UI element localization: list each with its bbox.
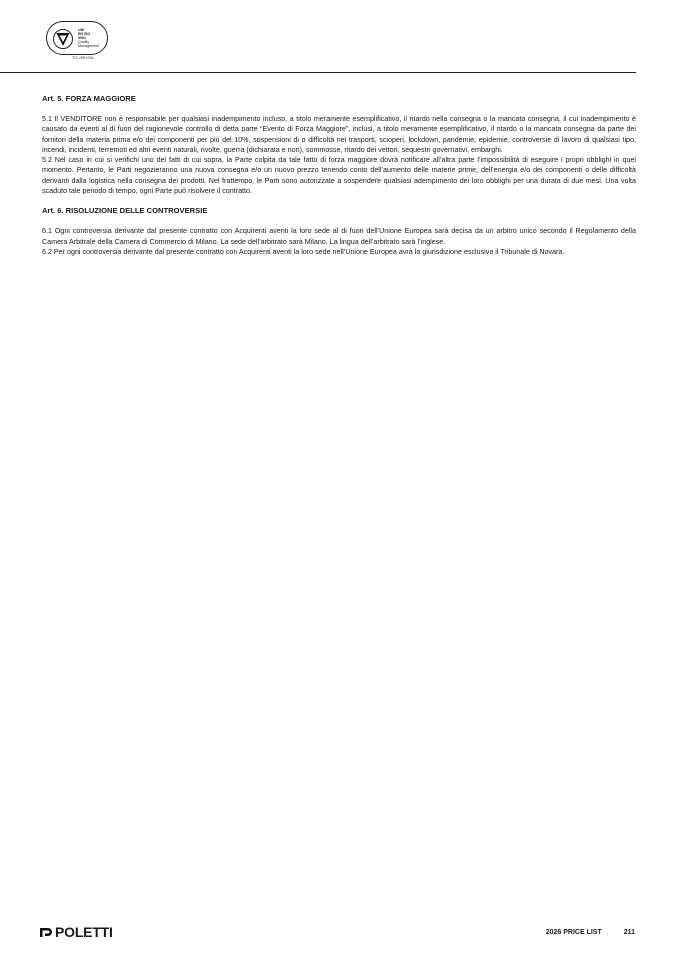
section-force-majeure: [42, 94, 636, 196]
paragraph: 6.1 Ogni controversia derivante dal presente contratto con Acquirenti aventi la loro sede al di fuori dell’Unione Europea sarà decisa da un arbitro unico secondo il Regolamento della Camera Arbitrale della Camera di Commercio di Milano. La sede dell’arbitrato sarà Milano. La lingua dell’arbitrato sarà l’inglese.: [42, 227, 636, 246]
poletti-logo: [39, 925, 113, 939]
cert-line: Quality: [78, 40, 90, 45]
price-list-label: 2026 PRICE LIST: [545, 929, 602, 936]
section-title: Art. 5. FORZA MAGGIORE: [42, 94, 136, 103]
page-number: 211: [623, 929, 635, 936]
section-dispute-resolution: [42, 206, 636, 257]
cert-line: 9001: [78, 36, 86, 41]
header-divider: [0, 72, 636, 73]
document-body: [42, 94, 636, 267]
section-title: Art. 6. RISOLUZIONE DELLE CONTROVERSIE: [42, 206, 208, 216]
paragraph: 5.2 Nel caso in cui si verifichi uno dei fatti di cui sopra, la Parte colpita da tale fatto di forza maggiore dovrà notificare all’altra parte l’impossibilità di eseguire i propri obblighi in quel momento. Pertanto, le Parti negozieranno una nuova consegna e/o un nuovo prezzo tenendo conto dell’aumento delle materie prime, dell’energia e/o dei componenti o delle difficoltà derivanti dalla logistica nella consegna dei prodotti. Nel frattempo, le Parti sono autorizzate a sospendere qualsiasi adempimento dei loro obblighi per una durata di due mesi. Una volta scaduto tale periodo di tempo, ogni Parte può risolvere il contratto.: [42, 156, 636, 196]
cert-code: TIS 25EX001: [72, 56, 94, 60]
paragraph: 5.1 Il VENDITORE non è responsabile per qualsiasi inadempimento incluso, a titolo meramente esemplificativo, il ritardo nella consegna o la mancata consegna, il cui inadempimento è causato da eventi al di fuori del ragionevole controllo di detta parte “Evento di Forza Maggiore”, inclusi, a titolo meramente esemplificativo, il ritardo o la mancata consegna da parte dei fornitori della materia prima e/o dei componenti per più del 10%, sospensioni di o difficoltà nei trasporti, scioperi, lockdown, pandemie, epidemie, controversie di lavoro di qualsiasi tipo, incendi, incidenti, terremoti ed altri eventi naturali, rivolte, guerra (dichiarata e non), sommosse, ritardo dei vettori, sequestri governativi, embarghi.: [42, 115, 636, 154]
cert-text-block: [78, 28, 99, 48]
footer-info: [546, 929, 635, 936]
poletti-logo-icon: [39, 926, 53, 938]
cert-line: EN ISO: [78, 32, 91, 37]
cert-line: UNI: [78, 28, 85, 32]
brand-name: POLETTI: [55, 924, 113, 940]
paragraph: 6.2 Per ogni controversia derivante dal presente contratto con Acquirenti aventi la loro sede nell’Unione Europea avrà la giurisdizione esclusiva il Tribunale di Novara.: [42, 247, 565, 256]
certification-badge: [46, 21, 108, 55]
cert-line: Management: [78, 44, 99, 49]
